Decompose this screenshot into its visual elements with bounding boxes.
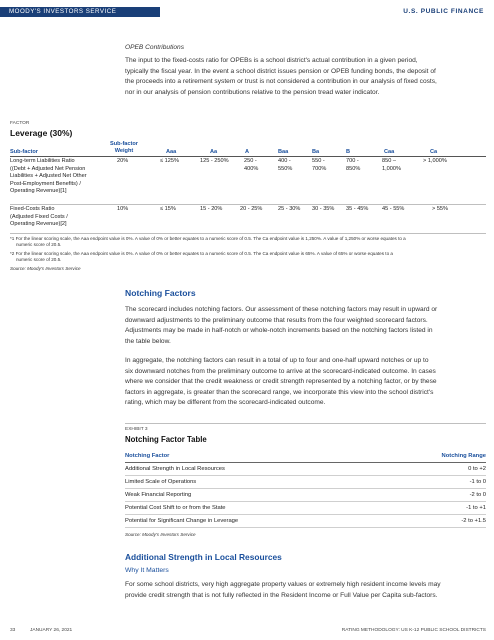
subfactor-line: Post-Employment Benefits) /: [10, 180, 81, 187]
table-source: Source: Moody's Investors Service: [10, 266, 81, 271]
cell-b: 35 - 45%: [346, 206, 369, 212]
row-weight: 20%: [117, 158, 129, 164]
exhibit-rule: [125, 423, 486, 424]
cell-a: 250 - 400%: [244, 158, 259, 172]
table-row: Potential Cost Shift to or from the State -1 to +1: [125, 502, 486, 515]
footer-title: RATING METHODOLOGY: US K-12 PUBLIC SCHOOL DISTRICTS: [341, 628, 486, 633]
col-aaa: Aaa: [166, 149, 177, 155]
table-row: Additional Strength in Local Resources 0 to +2: [125, 463, 486, 476]
cell-aa: 15 - 20%: [200, 206, 223, 212]
row-subfactor: [10, 206, 102, 229]
cell-caa: 45 - 55%: [382, 206, 405, 212]
additional-paragraph: For some school districts, very high aggregate property values or extremely high resident income levels may provide credit strength that is not fully reflected in the Resident Income or Full Value per Capita sub-factors.: [125, 581, 441, 599]
row-subfactor: [10, 158, 102, 196]
col-ba: Ba: [312, 149, 320, 155]
exhibit-title: Notching Factor Table: [125, 435, 207, 444]
row-rule: [10, 233, 486, 234]
exhibit-label: EXHIBIT 3: [125, 427, 148, 432]
cell-a: 20 - 25%: [240, 206, 263, 212]
subfactor-line: Operating Revenue)[2]: [10, 221, 67, 228]
subfactor-line: ((Debt + Adjusted Net Pension: [10, 165, 86, 172]
col-b: B: [346, 149, 351, 155]
opeb-line: nor in our analysis of pension contributions relative to the pension tread water indicator.: [125, 88, 380, 96]
subfactor-line: (Adjusted Fixed Costs /: [10, 213, 68, 220]
additional-heading: Additional Strength in Local Resources: [125, 552, 282, 562]
section-label: U.S. PUBLIC FINANCE: [403, 8, 484, 15]
notching-paragraph-1: The scorecard includes notching factors. Our assessment of these notching factors may result in upward or downward adjustments to the preliminary outcome that results from the four weighted scorecard factors. Adjustments may be made in half-notch or whole-notch increments based on the notching factors listed in the table below.: [125, 306, 438, 345]
row-rule: [10, 204, 486, 205]
footnote-2: *2 For the linear scoring scale, the Aaa endpoint value is 0%. A value of 0% or better equates to a numeric score of 0.5. The Ca endpoint value is 65%. A value of 65% or worse equates to a numeric score of 20.5.: [10, 251, 393, 263]
opeb-line: the proceeds into a retirement system or trust is not considered a contribution in our analysis of fixed costs,: [125, 78, 437, 86]
notching-heading: Notching Factors: [125, 288, 196, 298]
factor-label: FACTOR: [10, 121, 30, 126]
leverage-table-header: [10, 143, 486, 157]
col-ca: Ca: [430, 149, 438, 155]
exhibit-source: Source: Moody's Investors Service: [125, 532, 196, 537]
col-aa: Aa: [210, 149, 218, 155]
cell-baa: 25 - 30%: [278, 206, 301, 212]
subfactor-line: Long-term Liabilities Ratio: [10, 158, 75, 164]
footnote-1: *1 For the linear scoring scale, the Aaa endpoint value is 0%. A value of 0% or better equates to a numeric score of 0.5. The Ca endpoint value is 1,250%. A value of 1,250% or worse equates to a numeric score of 20.5.: [10, 236, 406, 248]
subfactor-line: Fixed-Costs Ratio: [10, 206, 55, 212]
why-it-matters-heading: Why It Matters: [125, 567, 169, 574]
cell-caa: 850 – 1,000%: [382, 158, 401, 172]
cell-b: 700 - 850%: [346, 158, 361, 172]
publisher-banner: MOODY'S INVESTORS SERVICE: [0, 7, 160, 17]
exhibit-header: [125, 450, 486, 463]
opeb-title: OPEB Contributions: [125, 44, 185, 51]
col-notching-factor: Notching Factor: [125, 453, 170, 459]
table-row: Potential for Significant Change in Leverage -2 to +1.5: [125, 515, 486, 528]
table-header-rule: [10, 156, 486, 157]
subfactor-line: Operating Revenue)[1]: [10, 188, 67, 195]
table-row: Weak Financial Reporting -2 to 0: [125, 489, 486, 502]
col-a: A: [245, 149, 250, 155]
col-weight: Sub-factor Weight: [110, 141, 138, 155]
notching-paragraph-2: In aggregate, the notching factors can result in a total of up to four and one-half upward notches or up to six downward notches from the preliminary outcome to arrive at the scorecard-indicated outcome. In cases where we consider that the credit weakness or credit strength represented by a notching factor, or by these factors in aggregate, is greater than the scorecard range, we incorporate this view into the school district's rating, which may be different from the scorecard-indicated outcome.: [125, 357, 437, 407]
cell-ca: > 1,000%: [423, 158, 447, 164]
col-notching-range: Notching Range: [441, 453, 486, 459]
col-baa: Baa: [278, 149, 289, 155]
footer-date: JANUARY 26, 2021: [30, 628, 73, 633]
table-row: [10, 206, 486, 232]
cell-baa: 400 - 550%: [278, 158, 293, 172]
opeb-paragraph: [125, 56, 494, 98]
cell-aaa: ≤ 125%: [160, 158, 179, 164]
cell-ca: > 55%: [432, 206, 449, 212]
cell-ba: 30 - 35%: [312, 206, 335, 212]
opeb-line: typically the fiscal year. In the event a school district issues pension or OPEB funding bonds, the deposit of: [125, 67, 436, 75]
cell-ba: 550 - 700%: [312, 158, 327, 172]
leverage-title: Leverage (30%): [10, 128, 73, 138]
page-number: 33: [10, 628, 16, 633]
cell-aa: 125 - 250%: [200, 158, 229, 164]
row-weight: 10%: [117, 206, 129, 212]
table-row: Limited Scale of Operations -1 to 0: [125, 476, 486, 489]
opeb-line: The input to the fixed-costs ratio for OPEBs is a school district's actual contribution in a given period,: [125, 57, 418, 64]
cell-aaa: ≤ 15%: [160, 206, 176, 212]
col-subfactor: Sub-factor: [10, 149, 38, 155]
table-row: [10, 158, 486, 204]
subfactor-line: Liabilities + Adjusted Net Other: [10, 173, 87, 180]
col-caa: Caa: [384, 149, 395, 155]
